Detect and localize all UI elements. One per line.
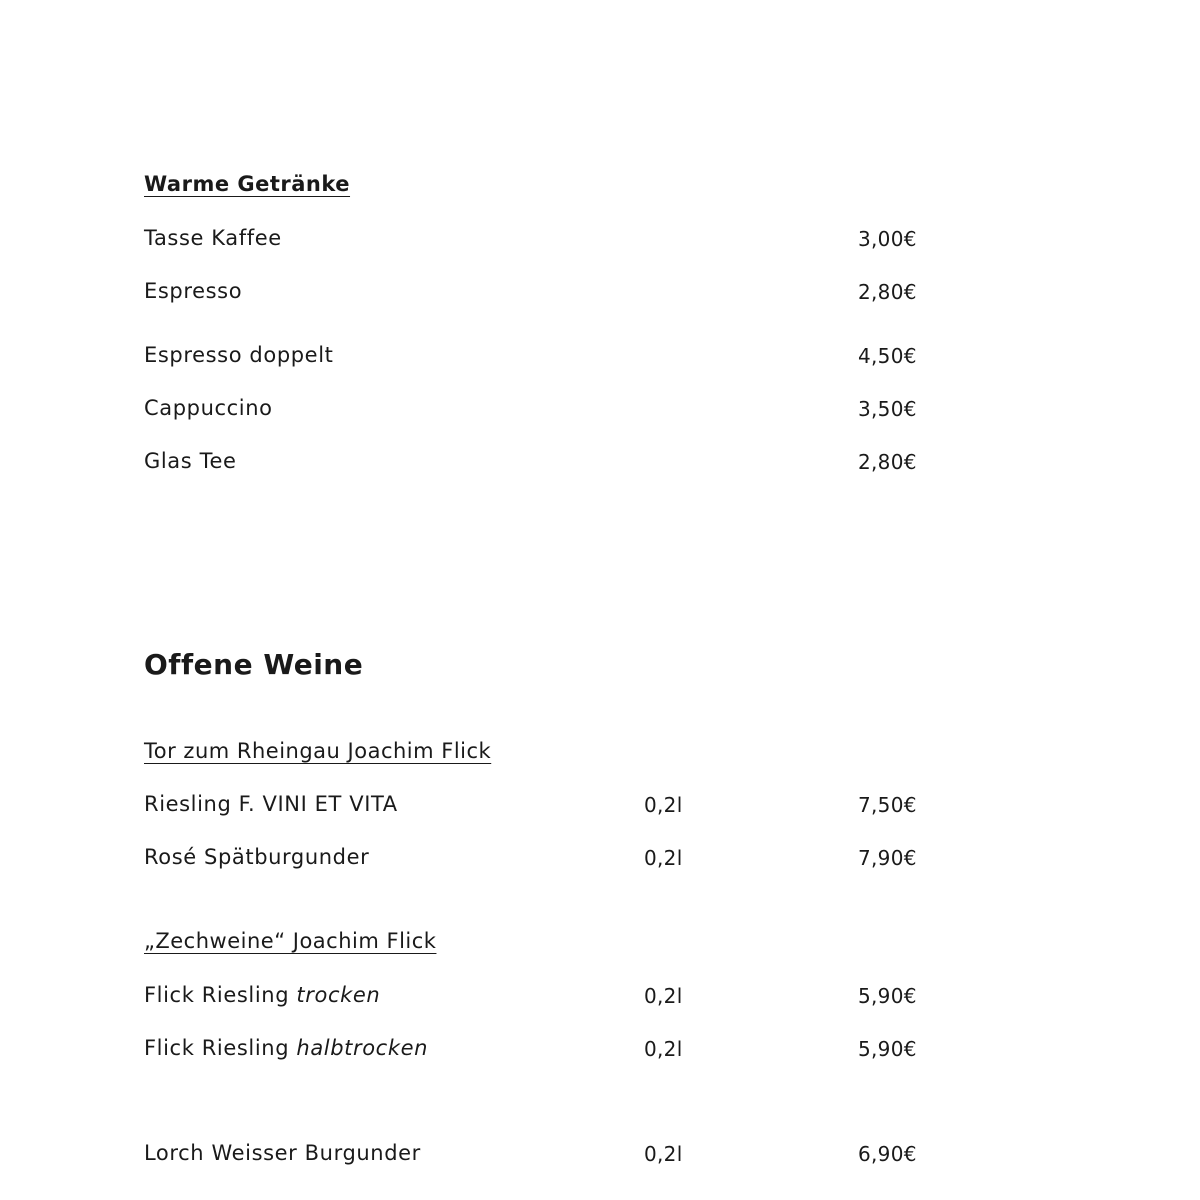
- menu-item-price: 3,00€: [858, 227, 917, 251]
- wine-item-name: Lorch Weisser Burgunder: [144, 1141, 421, 1165]
- wine-item-price: 5,90€: [858, 984, 917, 1008]
- wine-item-price: 6,90€: [858, 1142, 917, 1166]
- wine-item-row: [144, 983, 380, 1007]
- menu-item-name: Espresso doppelt: [144, 343, 334, 367]
- menu-item-name: Tasse Kaffee: [144, 226, 282, 250]
- wine-item-name: Rosé Spätburgunder: [144, 845, 370, 869]
- wine-item-name: Flick Riesling: [144, 1036, 290, 1060]
- menu-item-name: Espresso: [144, 279, 243, 303]
- menu-item-name: Glas Tee: [144, 449, 237, 473]
- wine-item-price: 7,50€: [858, 793, 917, 817]
- warm-drinks-heading: Warme Getränke: [144, 172, 351, 196]
- wine-item-volume: 0,2l: [644, 1142, 683, 1166]
- wine-item-volume: 0,2l: [644, 846, 683, 870]
- wine-item-volume: 0,2l: [644, 984, 683, 1008]
- wine-item-volume: 0,2l: [644, 1037, 683, 1061]
- wine-group-heading: „Zechweine“ Joachim Flick: [144, 929, 437, 953]
- menu-item-price: 3,50€: [858, 397, 917, 421]
- wine-item-price: 5,90€: [858, 1037, 917, 1061]
- menu-item-name: Cappuccino: [144, 396, 273, 420]
- wine-item-price: 7,90€: [858, 846, 917, 870]
- menu-item-price: 2,80€: [858, 280, 917, 304]
- open-wines-title: Offene Weine: [144, 648, 364, 681]
- wine-item-name: Riesling F. VINI ET VITA: [144, 792, 398, 816]
- menu-item-price: 4,50€: [858, 344, 917, 368]
- wine-item-row: [144, 1036, 428, 1060]
- menu-item-price: 2,80€: [858, 450, 917, 474]
- wine-item-style: halbtrocken: [296, 1036, 429, 1060]
- wine-group-heading: Tor zum Rheingau Joachim Flick: [144, 739, 492, 763]
- wine-item-style: trocken: [296, 983, 381, 1007]
- wine-item-name: Flick Riesling: [144, 983, 290, 1007]
- wine-item-volume: 0,2l: [644, 793, 683, 817]
